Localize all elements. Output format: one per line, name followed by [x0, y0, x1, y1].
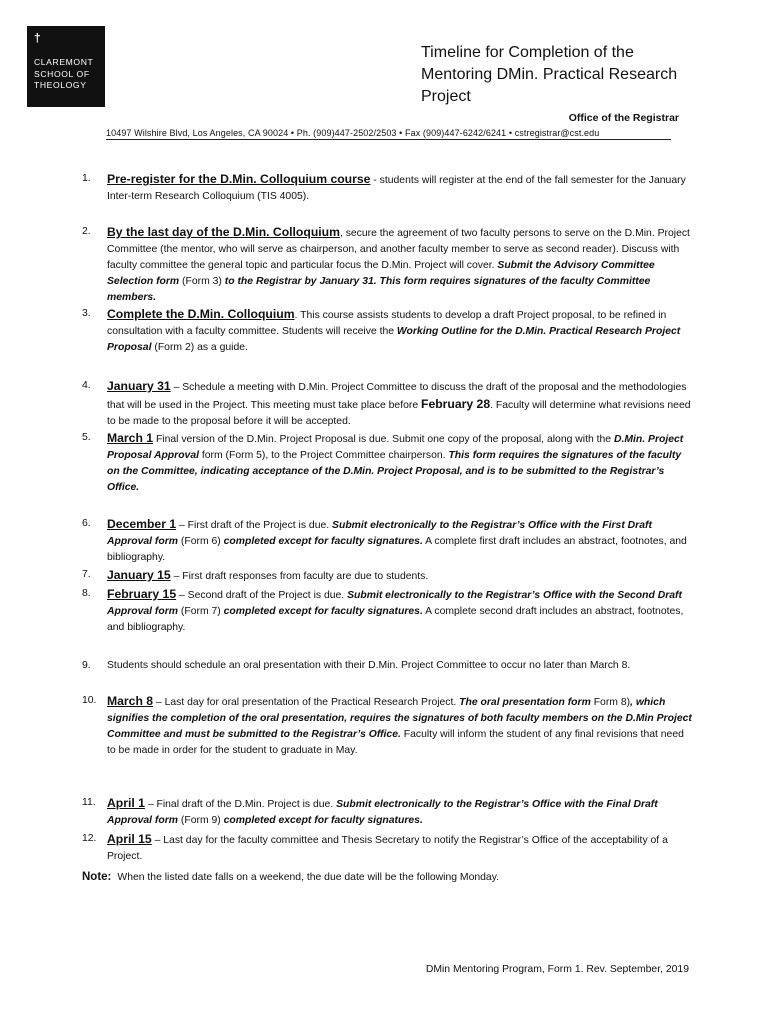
logo-line-2: SCHOOL OF: [34, 68, 90, 79]
item-text: Final version of the D.Min. Project Proposal is due. Submit one copy of the proposal, along with the: [153, 434, 614, 445]
item-text: A complete second draft includes an abstract, footnotes, and bibliography.: [107, 606, 684, 633]
item-heading: By the last day of the D.Min. Colloquium: [107, 225, 340, 239]
item-number: 3.: [82, 308, 91, 319]
item-heading: Complete the D.Min. Colloquium: [107, 307, 295, 321]
item-heading: April 15: [107, 832, 152, 846]
document-title: [421, 42, 721, 108]
item-text: Faculty will inform the student of any final revisions that need to be made in order for the student to graduate in May.: [107, 729, 684, 756]
item-number: 2.: [82, 226, 91, 237]
item-text: , secure the agreement of two faculty persons to serve on the D.Min. Project Committee (the mentor, who will serve as chairperson, and another faculty member to serve as second reader). Discuss with faculty committee the general topic and particular focus the D.Min. Project will cover.: [107, 228, 690, 271]
item-text: – Second draft of the Project is due.: [176, 590, 348, 601]
item-text: – Schedule a meeting with D.Min. Project Committee to discuss the draft of the proposal and the methodologies that will be used in the Project. This meeting must take place before: [107, 382, 687, 411]
office-name: Office of the Registrar: [568, 112, 679, 124]
item-text: (Form 3): [179, 276, 225, 287]
item-heading: March 1: [107, 431, 154, 445]
item-emphasis: This form requires the signatures of the faculty on the Committee, indicating acceptance of the D.Min. Project Proposal, and is to be submitted to the Registrar’s Office.: [107, 450, 682, 493]
title-line-1: Timeline for Completion of the: [421, 44, 634, 61]
timeline-item: [82, 831, 692, 865]
item-text: form (Form 5), to the Project Committee chairperson.: [199, 450, 449, 461]
item-heading: Pre-register for the D.Min. Colloquium course: [107, 172, 371, 186]
item-text: (Form 6): [178, 536, 224, 547]
timeline-item: [82, 516, 692, 566]
item-text: (Form 9): [178, 815, 224, 826]
logo-line-1: CLAREMONT: [34, 57, 94, 67]
item-number: 9.: [82, 660, 91, 671]
item-text: . Faculty will determine what revisions need to be made to the proposal before it will be accepted.: [107, 400, 691, 427]
item-number: 5.: [82, 432, 91, 443]
timeline-item: [82, 171, 692, 205]
timeline-item: [82, 224, 692, 306]
timeline-item: [82, 658, 692, 674]
item-text: A complete first draft includes an abstract, footnotes, and bibliography.: [107, 536, 687, 563]
item-number: 8.: [82, 588, 91, 599]
timeline-item: [82, 306, 692, 356]
item-emphasis: Submit electronically to the Registrar’s Office with the First Draft Approval form: [107, 520, 652, 547]
item-number: 12.: [82, 833, 97, 844]
item-text: . This course assists students to develop a draft Project proposal, to be refined in consultation with a faculty committee. Students will receive the: [107, 310, 667, 337]
item-text: – Final draft of the D.Min. Project is due.: [144, 799, 337, 810]
item-emphasis: D.Min. Project Proposal Approval: [107, 434, 684, 461]
item-emphasis: completed except for faculty signatures.: [223, 815, 423, 826]
item-text: Form 8): [590, 697, 631, 708]
item-number: 10.: [82, 695, 97, 706]
item-emphasis: completed except for faculty signatures.: [223, 606, 423, 617]
item-emphasis: The oral presentation form: [459, 697, 591, 708]
item-emphasis: February 28: [421, 397, 491, 411]
timeline-item: [82, 430, 692, 496]
item-emphasis: completed except for faculty signatures.: [223, 536, 423, 547]
item-number: 4.: [82, 380, 91, 391]
item-heading: March 8: [107, 694, 154, 708]
item-text: – Last day for oral presentation of the Practical Research Project.: [153, 697, 460, 708]
item-text: Students should schedule an oral presentation with their D.Min. Project Committee to occur no later than March 8.: [107, 660, 631, 671]
item-heading: January 31: [107, 379, 171, 393]
item-text: (Form 7): [178, 606, 224, 617]
cross-icon: †: [34, 31, 41, 45]
timeline-item: [82, 795, 692, 829]
item-heading: December 1: [107, 517, 177, 531]
item-heading: February 15: [107, 587, 177, 601]
item-text: (Form 2) as a guide.: [151, 342, 248, 353]
timeline-item: [82, 586, 692, 636]
item-emphasis: to the Registrar by January 31. This form requires signatures of the faculty Committee members.: [107, 276, 651, 303]
item-heading: January 15: [107, 568, 171, 582]
item-emphasis: , which signifies the completion of the oral presentation, requires the signatures of both faculty members on the D.Min Project Committee and must be submitted to the Registrar’s Office.: [107, 697, 692, 740]
item-emphasis: Submit electronically to the Registrar’s Office with the Second Draft Approval form: [107, 590, 682, 617]
item-text: – First draft responses from faculty are due to students.: [170, 571, 429, 582]
note-label: Note:: [82, 871, 112, 883]
item-text: – First draft of the Project is due.: [176, 520, 333, 531]
item-emphasis: Submit electronically to the Registrar’s Office with the Final Draft Approval form: [107, 799, 658, 826]
item-number: 7.: [82, 569, 91, 580]
item-heading: April 1: [107, 796, 145, 810]
logo-line-3: THEOLOGY: [34, 80, 87, 90]
item-text: - students will register at the end of the fall semester for the January Inter-term Research Colloquium (TIS 4005).: [107, 175, 686, 202]
item-number: 6.: [82, 518, 91, 529]
item-number: 11.: [82, 797, 96, 808]
title-line-2: Mentoring DMin. Practical Research: [421, 66, 678, 83]
item-number: 1.: [82, 173, 91, 184]
title-line-3: Project: [421, 88, 471, 105]
timeline-item: [82, 693, 692, 759]
address-line: 10497 Wilshire Blvd, Los Angeles, CA 90024 • Ph. (909)447-2502/2503 • Fax (909)447-6242/6241 • cstregistrar@cst.edu: [106, 128, 671, 140]
timeline-item: [82, 567, 692, 585]
note-text: When the listed date falls on a weekend, the due date will be the following Monday.: [117, 872, 500, 883]
item-text: – Last day for the faculty committee and Thesis Secretary to notify the Registrar’s Office of the acceptability of a Project.: [107, 835, 668, 862]
footer-text: DMin Mentoring Program, Form 1. Rev. September, 2019: [425, 964, 689, 975]
item-emphasis: Working Outline for the D.Min. Practical Research Project Proposal: [107, 326, 681, 353]
timeline-item: [82, 378, 692, 430]
school-logo: [27, 26, 105, 107]
note: [82, 871, 499, 883]
item-emphasis: Submit the Advisory Committee Selection form: [107, 260, 655, 287]
